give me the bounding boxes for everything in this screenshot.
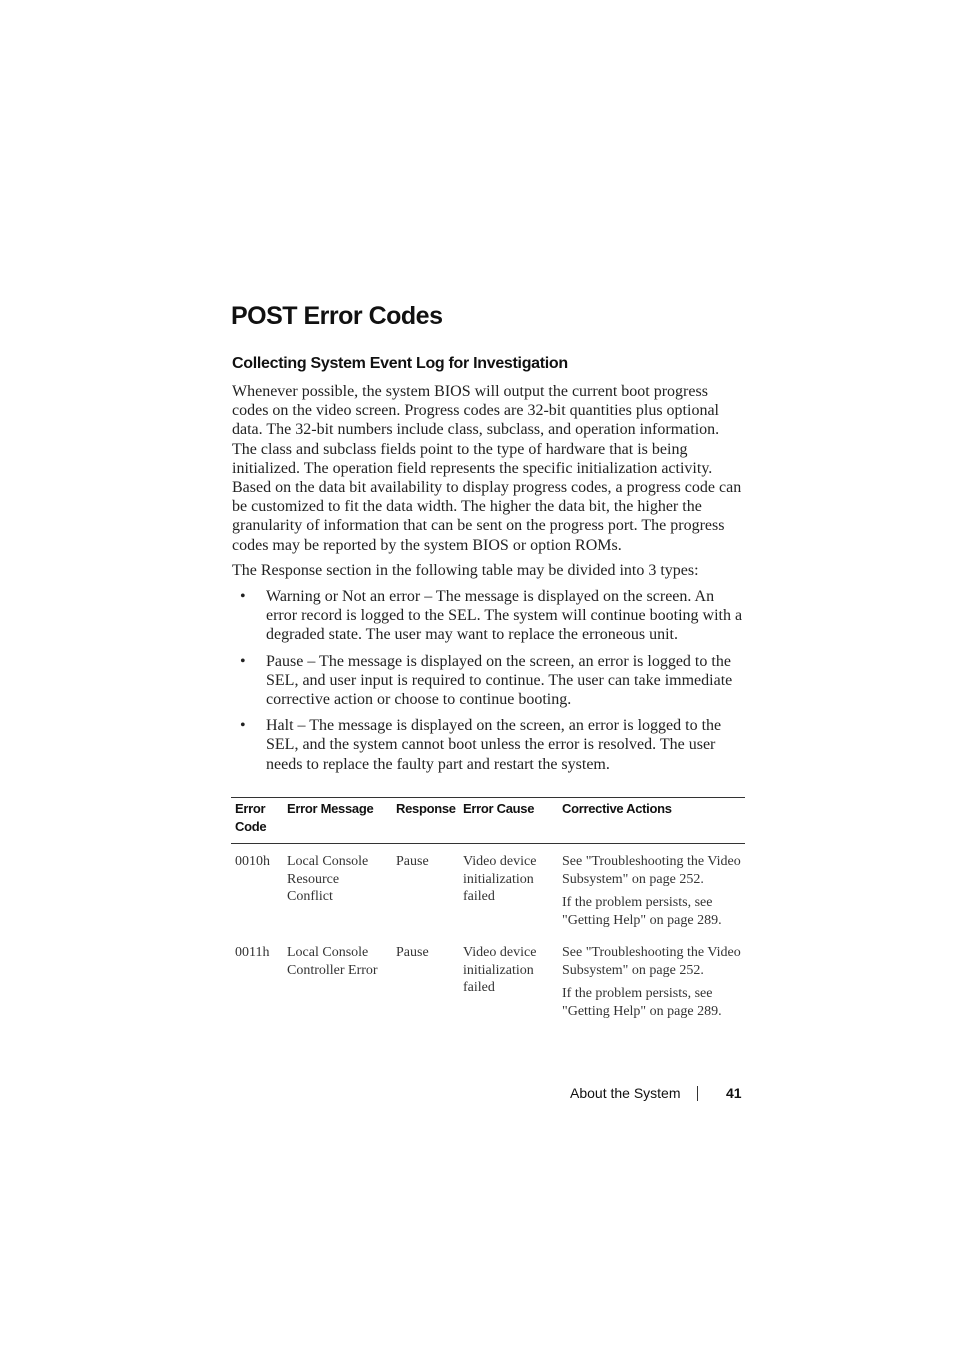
corrective-actions-cell (558, 935, 745, 1026)
column-header-error-cause: Error Cause (459, 798, 558, 844)
error-code-cell: 0011h (235, 945, 270, 960)
footer-divider (697, 1086, 698, 1101)
response-cell: Pause (396, 945, 429, 960)
error-message-cell: Local Console Controller Error (287, 945, 378, 978)
list-item-text: Warning or Not an error – The message is displayed on the screen. An error record is logged to the SEL. The system will continue booting with a degraded state. The user may want to replace the erroneous unit. (266, 588, 743, 644)
corrective-actions-cell (558, 844, 745, 936)
table-header-row (231, 798, 745, 844)
page-title: POST Error Codes (231, 302, 443, 330)
corrective-action-text: If the problem persists, see "Getting Help" on page 289. (562, 895, 722, 928)
corrective-action-text: See "Troubleshooting the Video Subsystem" on page 252. (562, 945, 741, 978)
column-header-error-code: Error Code (231, 798, 283, 844)
post-error-codes-table (231, 797, 745, 1026)
error-cause-cell: Video device initialization failed (463, 854, 537, 904)
list-item (232, 716, 747, 774)
column-header-error-message: Error Message (283, 798, 392, 844)
column-header-corrective-actions: Corrective Actions (558, 798, 745, 844)
list-item-text: Pause – The message is displayed on the screen, an error is logged to the SEL, and user input is required to continue. The user can take immediate corrective action or choose to continue booting. (266, 652, 733, 709)
bullet-icon: • (240, 652, 246, 670)
intro-paragraph: Whenever possible, the system BIOS will output the current boot progress codes on the video screen. Progress codes are 32-bit quantities plus optional data. The 32-bit numbers include class, subclass, and operation information. The class and subclass fields point to the type of hardware that is being initialized. The operation field represents the specific initialization activity. Based on the data bit availability to display progress codes, a progress code can be customized to fit the data width. The higher the data bit, the higher the granularity of information that can be sent on the progress port. The progress codes may be reported by the system BIOS or option ROMs. (232, 383, 742, 554)
error-message-cell: Local Console Resource Conflict (287, 854, 369, 904)
list-item (232, 587, 747, 645)
list-item-text: Halt – The message is displayed on the screen, an error is logged to the SEL, and the system cannot boot unless the error is resolved. The user needs to replace the faulty part and restart the system. (266, 717, 722, 773)
response-cell: Pause (396, 854, 429, 869)
response-types-list (232, 587, 747, 781)
bullet-icon: • (240, 717, 246, 735)
corrective-action-text: See "Troubleshooting the Video Subsystem" on page 252. (562, 854, 741, 887)
bullet-icon: • (240, 588, 246, 605)
list-item (232, 652, 747, 710)
column-header-response: Response (392, 798, 459, 844)
error-cause-cell: Video device initialization failed (463, 945, 537, 995)
response-types-paragraph: The Response section in the following table may be divided into 3 types: (232, 562, 699, 579)
table-row (231, 844, 745, 936)
page-number: 41 (726, 1085, 742, 1101)
footer-section-title: About the System (570, 1085, 681, 1101)
corrective-action-text: If the problem persists, see "Getting Help" on page 289. (562, 986, 722, 1019)
section-heading: Collecting System Event Log for Investigation (232, 355, 568, 372)
error-code-cell: 0010h (235, 854, 270, 869)
table-row (231, 935, 745, 1026)
page-footer (560, 1083, 746, 1103)
